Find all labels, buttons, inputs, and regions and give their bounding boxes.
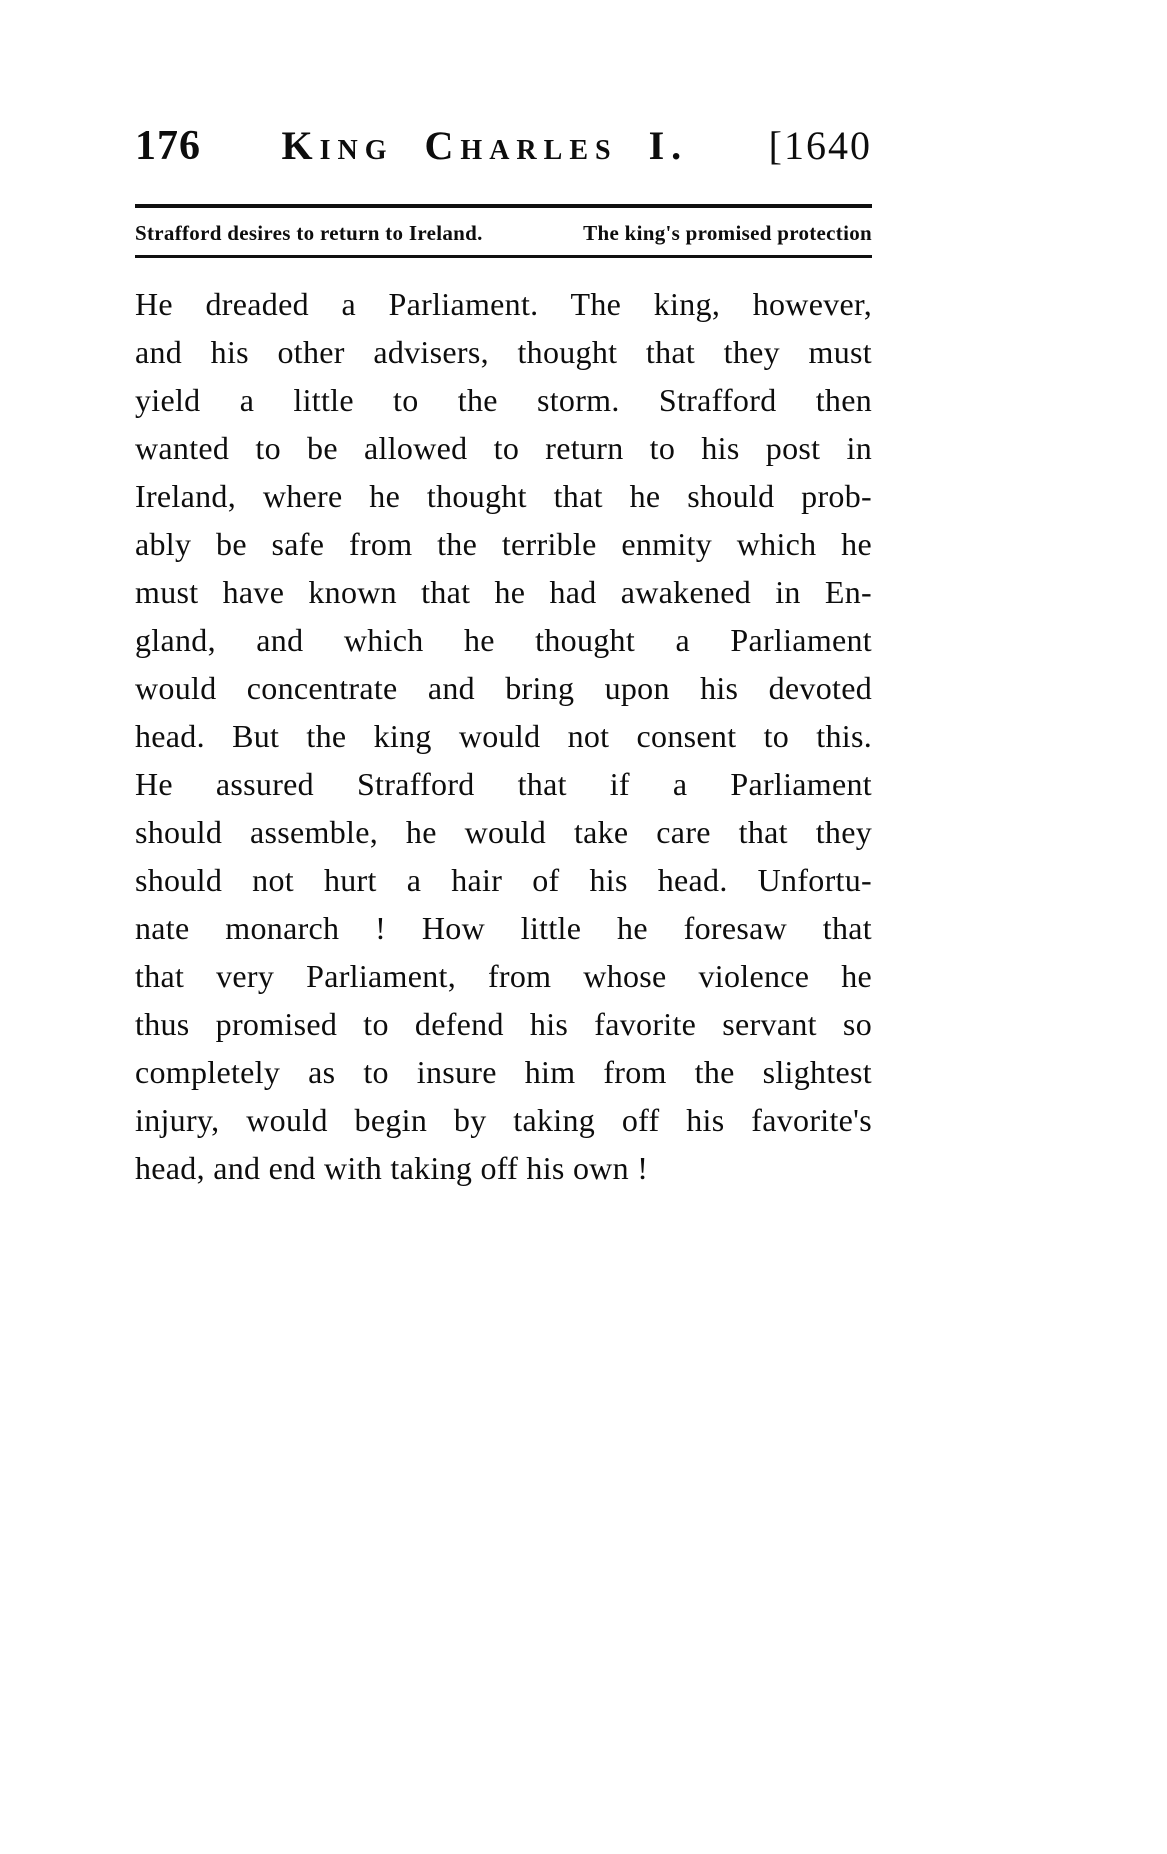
text-line: yield a little to the storm. Strafford then [135, 382, 872, 418]
running-title: King Charles I. [281, 123, 689, 168]
text-line: Ireland, where he thought that he should prob- [135, 478, 872, 514]
text-line: and his other advisers, thought that they must [135, 334, 872, 370]
text-line: head. But the king would not consent to this. [135, 718, 872, 754]
section-summary [135, 217, 872, 249]
body-paragraph [135, 280, 872, 1192]
text-line: that very Parliament, from whose violence he [135, 958, 872, 994]
text-line: injury, would begin by taking off his favorite's [135, 1102, 872, 1138]
text-line: He assured Strafford that if a Parliament [135, 766, 872, 802]
text-line: should not hurt a hair of his head. Unfortu- [135, 862, 872, 898]
text-line: wanted to be allowed to return to his post in [135, 430, 872, 466]
summary-right: The king's promised protection [583, 221, 872, 245]
year-marker: [1640 [768, 123, 872, 168]
summary-left: Strafford desires to return to Ireland. [135, 221, 483, 245]
text-line: thus promised to defend his favorite servant so [135, 1006, 872, 1042]
text-line: He dreaded a Parliament. The king, however, [135, 286, 872, 322]
text-line: gland, and which he thought a Parliament [135, 622, 872, 658]
horizontal-rule-bottom [135, 255, 872, 258]
text-line: ably be safe from the terrible enmity which he [135, 526, 872, 562]
text-line: head, and end with taking off his own ! [135, 1150, 649, 1186]
horizontal-rule-top [135, 204, 872, 208]
text-line: should assemble, he would take care that they [135, 814, 872, 850]
page-header [135, 122, 872, 174]
text-line: nate monarch ! How little he foresaw that [135, 910, 872, 946]
text-block [135, 122, 872, 1192]
page-number: 176 [135, 123, 201, 169]
text-line: must have known that he had awakened in En- [135, 574, 872, 610]
text-line: completely as to insure him from the slightest [135, 1054, 872, 1090]
text-line: would concentrate and bring upon his devoted [135, 670, 872, 706]
